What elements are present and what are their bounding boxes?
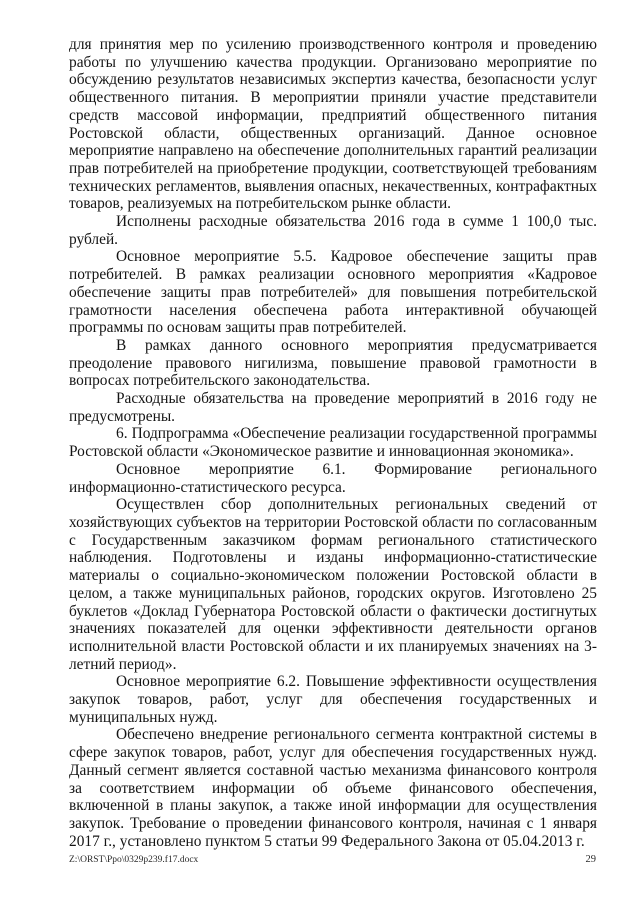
paragraph: для принятия мер по усилению производственного контроля и проведению работы по улучшению качества продукции. Организовано мероприятие по обсуждению результатов независимых экспертиз качества, безопасности услуг общественного питания. В мероприятии приняли участие представители средств массовой информации, предприятий общественного питания Ростовской области, общественных организаций. Данное основное мероприятие направлено на обеспечение дополнительных гарантий реализации прав потребителей на приобретение продукции, соответствующей требованиям технических регламентов, выявления опасных, некачественных, контрафактных товаров, реализуемых на потребительском рынке области. [69,36,597,213]
footer-file-path: Z:\ORST\Ppo\0329p239.f17.docx [69,855,199,865]
document-body [69,36,597,850]
paragraph: Основное мероприятие 5.5. Кадровое обеспечение защиты прав потребителей. В рамках реализации основного мероприятия «Кадровое обеспечение защиты прав потребителей» для повышения потребительской грамотности населения обеспечена работа интерактивной обучающей программы по основам защиты прав потребителей. [69,248,597,337]
paragraph: Основное мероприятие 6.1. Формирование регионального информационно-статистического ресурса. [69,460,597,496]
paragraph: В рамках данного основного мероприятия предусматривается преодоление правового нигилизма, повышение правовой грамотности в вопросах потребительского законодательства. [69,336,597,390]
paragraph: Расходные обязательства на проведение мероприятий в 2016 году не предусмотрены. [69,390,597,425]
paragraph: Обеспечено внедрение регионального сегмента контрактной системы в сфере закупок товаров, работ, услуг для обеспечения государственных нужд. Данный сегмент является составной частью механизма финансового контроля за соответствием информации об объеме финансового обеспечения, включенной в планы закупок, а также иной информации для осуществления закупок. Требование о проведении финансового контроля, начиная с 1 января 2017 г., установлено пунктом 5 статьи 99 Федерального Закона от 05.04.2013 г. [69,726,597,850]
paragraph: 6. Подпрограмма «Обеспечение реализации государственной программы Ростовской области «Экономическое развитие и инновационная экономика». [69,425,597,461]
page-number: 29 [585,854,596,865]
paragraph: Исполнены расходные обязательства 2016 года в сумме 1 100,0 тыс. рублей. [69,213,597,248]
paragraph: Основное мероприятие 6.2. Повышение эффективности осуществления закупок товаров, работ, услуг для обеспечения государственных и муниципальных нужд. [69,673,597,726]
paragraph: Осуществлен сбор дополнительных региональных сведений от хозяйствующих субъектов на территории Ростовской области по согласованным с Государственным заказчиком формам регионального статистического наблюдения. Подготовлены и изданы информационно-статистические материалы о социально-экономическом положении Ростовской области в целом, а также муниципальных районов, городских округов. Изготовлено 25 буклетов «Доклад Губернатора Ростовской области о фактически достигнутых значениях показателей для оценки эффективности деятельности органов исполнительной власти Ростовской области и их планируемых значениях на 3-летний период». [69,496,597,673]
